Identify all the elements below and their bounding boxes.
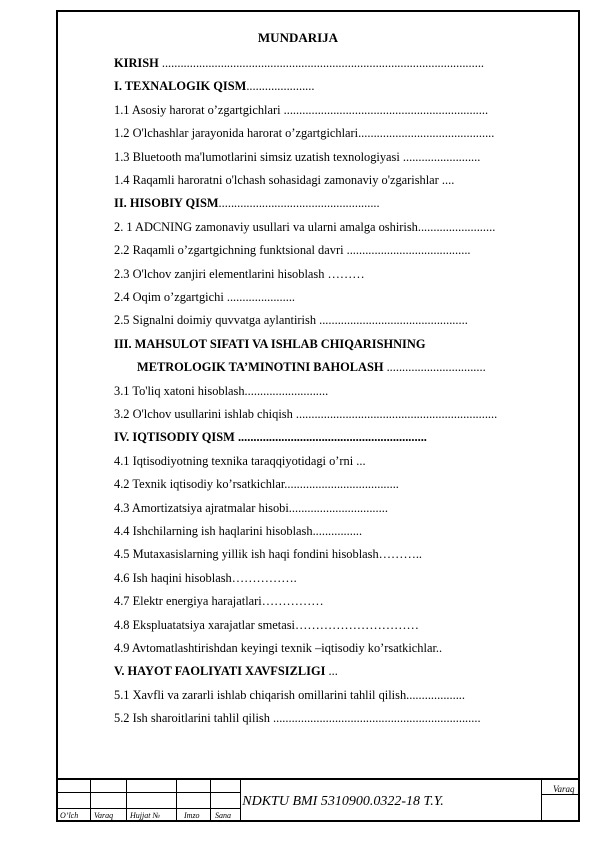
toc-entry: 5.1 Xavfli va zararli ishlab chiqarish omillarini tahlil qilish...................	[114, 687, 465, 702]
page-title: MUNDARIJA	[257, 30, 339, 45]
toc-entry	[114, 56, 484, 70]
toc-leader: ....................................................	[218, 196, 380, 211]
stamp-row-line	[56, 792, 240, 793]
toc-entry	[114, 337, 425, 351]
toc-leader: ......................	[246, 79, 315, 94]
toc-entry: 1.2 O'lchashlar jarayonida harorat o’zgartgichlari............................................	[114, 126, 495, 141]
title-block	[56, 778, 580, 822]
toc-entry	[137, 360, 486, 374]
toc-leader: ........................................................................................................	[158, 56, 485, 70]
toc-heading: III. MAHSULOT SIFATI VA ISHLAB CHIQARISHNING	[114, 336, 426, 351]
toc-heading: I. TEXNALOGIK QISM	[114, 79, 247, 94]
toc-entry: 4.7 Elektr energiya harajatlari……………	[114, 594, 324, 609]
toc-entry: 4.9 Avtomatlashtirishdan keyingi texnik –iqtisodiy ko’rsatkichlar..	[114, 641, 443, 655]
stamp-label-imzo: Imzo	[184, 811, 200, 820]
toc-heading: II. HISOBIY QISM	[114, 196, 219, 211]
toc-entry: 3.2 O'lchov usullarini ishlab chiqish .................................................................	[114, 407, 498, 421]
stamp-top-line	[56, 778, 580, 780]
toc-entry	[114, 196, 380, 210]
toc-entry	[114, 430, 427, 444]
toc-heading: V. HAYOT FAOLIYATI XAVFSIZLIGI	[114, 664, 326, 679]
toc-entry: 4.6 Ish haqini hisoblash…………….	[114, 570, 297, 585]
toc-entry: 2. 1 ADCNING zamonaviy usullari va ularni amalga oshirish.........................	[114, 219, 496, 234]
toc-entry: 4.2 Texnik iqtisodiy ko’rsatkichlar.....................................	[114, 477, 399, 492]
toc-entry: 2.3 O'lchov zanjiri elementlarini hisoblash ………	[114, 266, 365, 281]
toc-leader: ...	[325, 664, 338, 679]
toc-entry: 4.3 Amortizatsiya ajratmalar hisobi................................	[114, 500, 388, 515]
sheet-label: Varaq	[553, 784, 575, 794]
toc-heading: METROLOGIK TA’MINOTINI BAHOLASH	[137, 360, 384, 375]
toc-entry: 1.4 Raqamli haroratni o'lchash sohasidagi zamonaviy o'zgarishlar ....	[114, 173, 455, 187]
toc-heading: IV. IQTISODIY QISM .............................................................	[114, 430, 427, 445]
toc-heading: KIRISH	[114, 56, 159, 70]
toc-entry: 2.5 Signalni doimiy quvvatga aylantirish ................................................	[114, 313, 468, 328]
toc-entry: 3.1 To'liq xatoni hisoblash...........................	[114, 383, 329, 398]
stamp-label-hujjat: Hujjat №	[130, 811, 160, 820]
toc-entry: 4.4 Ishchilarning ish haqlarini hisoblash................	[114, 524, 363, 538]
toc-entry: 1.3 Bluetooth ma'lumotlarini simsiz uzatish texnologiyasi .........................	[114, 149, 481, 164]
toc-leader: ................................	[383, 360, 486, 375]
stamp-label-varaq: Varaq	[94, 811, 114, 820]
stamp-label-sana: Sana	[215, 811, 231, 820]
toc-entry: 1.1 Asosiy harorat o’zgartgichlari ..................................................................	[114, 102, 489, 117]
toc-entry: 4.5 Mutaxasislarning yillik ish haqi fondini hisoblash………..	[114, 547, 423, 562]
toc-entry	[114, 664, 338, 678]
toc-entry: 2.2 Raqamli o’zgartgichning funktsional davri ........................................	[114, 243, 471, 258]
document-code: NDKTU BMI 5310900.0322-18 T.Y.	[242, 794, 444, 809]
toc-entry: 5.2 Ish sharoitlarini tahlil qilish ...................................................................	[114, 711, 481, 726]
toc-entry: 4.8 Ekspluatatsiya xarajatlar smetasi…………………………	[114, 617, 419, 632]
toc-entry: 4.1 Iqtisodiyotning texnika taraqqiyotidagi o’rni ...	[114, 453, 366, 468]
stamp-label-olch: O’lch	[60, 811, 79, 820]
toc-entry	[114, 79, 314, 93]
toc-entry: 2.4 Oqim o’zgartgichi ......................	[114, 290, 296, 304]
